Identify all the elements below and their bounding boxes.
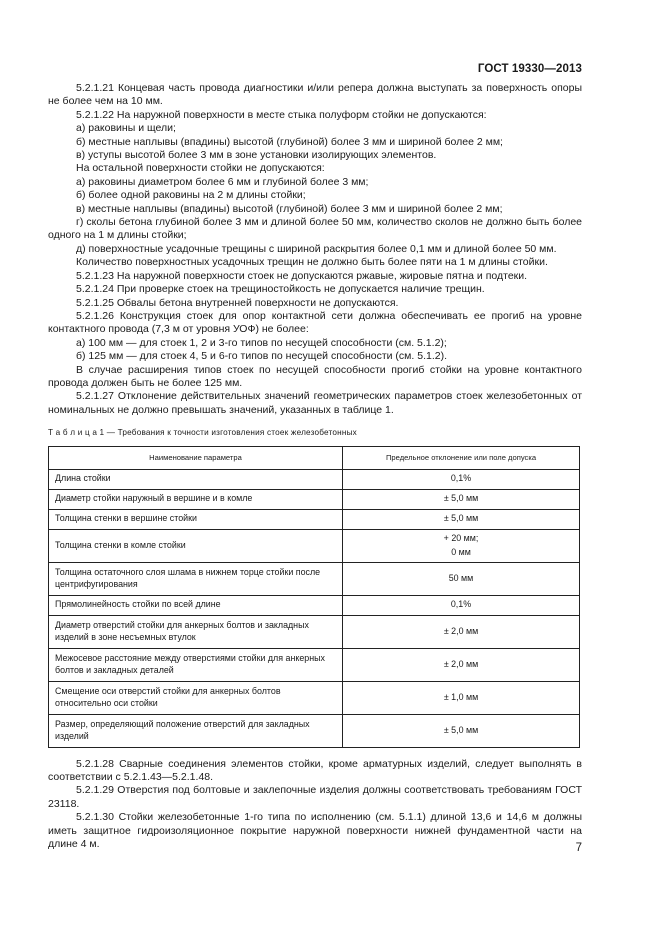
parameter-cell: Толщина стенки в вершине стойки (49, 509, 343, 529)
paragraph: а) раковины и щели; (76, 122, 176, 135)
parameter-cell: Диаметр стойки наружный в вершине и в комле (49, 489, 343, 509)
tolerance-value: ± 2,0 мм (443, 658, 479, 669)
tolerance-value: ± 5,0 мм (443, 493, 479, 504)
paragraph: 5.2.1.21 Концевая часть провода диагностики и/или репера должна выступать за поверхность опоры не более чем на 10 мм. (48, 82, 582, 108)
document-body (48, 82, 582, 851)
tolerance-value: 50 мм (448, 572, 474, 583)
table-caption: Т а б л и ц а 1 — Требования к точности изготовления стоек железобетонных (48, 428, 357, 438)
table-row (49, 714, 580, 747)
tolerance-cell (343, 615, 580, 648)
paragraph: в) местные наплывы (впадины) высотой (глубиной) более 3 мм и шириной более 2 мм; (76, 202, 503, 215)
tolerance-cell (343, 648, 580, 681)
tolerance-value-secondary: 0 мм (451, 546, 471, 557)
tolerance-value: + 20 мм; (443, 533, 479, 544)
parameter-cell: Длина стойки (49, 469, 343, 489)
paragraph: д) поверхностные усадочные трещины с шириной раскрытия более 0,1 мм и длиной более 50 мм. (76, 242, 557, 255)
paragraph: 5.2.1.24 При проверке стоек на трещиностойкость не допускается наличие трещин. (76, 283, 485, 296)
requirements-table (48, 446, 580, 748)
paragraph: а) 100 мм — для стоек 1, 2 и 3-го типов по несущей способности (см. 5.1.2); (76, 336, 447, 349)
table-row (49, 489, 580, 509)
tolerance-cell (343, 529, 580, 562)
document-code: ГОСТ 19330—2013 (477, 63, 582, 75)
table-row (49, 648, 580, 681)
table-row (49, 595, 580, 615)
paragraph: 5.2.1.29 Отверстия под болтовые и заклепочные изделия должны соответствовать требованиям ГОСТ 23118. (48, 784, 582, 810)
paragraph: 5.2.1.23 На наружной поверхности стоек не допускаются ржавые, жировые пятна и подтеки. (76, 269, 528, 282)
tolerance-cell (343, 562, 580, 595)
paragraph: 5.2.1.27 Отклонение действительных значений геометрических параметров стоек железобетонных от номинальных не должно превышать значений, указанных в таблице 1. (48, 390, 582, 416)
table-row (49, 509, 580, 529)
page-number: 7 (575, 842, 582, 854)
paragraph: 5.2.1.22 На наружной поверхности в месте стыка полуформ стойки не допускаются: (76, 108, 487, 121)
parameter-cell: Смещение оси отверстий стойки для анкерных болтов относительно оси стойки (49, 681, 343, 714)
top-paragraphs (48, 82, 582, 417)
table-row (49, 681, 580, 714)
table-row (49, 562, 580, 595)
paragraph: На остальной поверхности стойки не допускаются: (76, 162, 325, 175)
parameter-cell: Межосевое расстояние между отверстиями стойки для анкерных болтов и закладных деталей (49, 648, 343, 681)
parameter-cell: Размер, определяющий положение отверстий для закладных изделий (49, 714, 343, 747)
tolerance-cell (343, 714, 580, 747)
paragraph: 5.2.1.25 Обвалы бетона внутренней поверхности не допускаются. (76, 296, 399, 309)
parameter-cell: Диаметр отверстий стойки для анкерных болтов и закладных изделий в зоне несъемных втулок (49, 615, 343, 648)
tolerance-value: ± 1,0 мм (443, 691, 479, 702)
paragraph: 5.2.1.28 Сварные соединения элементов стойки, кроме арматурных изделий, следует выполнять в соответствии с 5.2.1.43—5.2.1.48. (48, 757, 582, 783)
tolerance-value: 0,1% (450, 473, 472, 484)
parameter-cell: Толщина остаточного слоя шлама в нижнем торце стойки после центрифугирования (49, 562, 343, 595)
column-header-parameter: Наименование параметра (49, 446, 343, 469)
paragraph: Количество поверхностных усадочных трещин не должно быть более пяти на 1 м длины стойки. (76, 256, 548, 269)
tolerance-value: ± 5,0 мм (443, 513, 479, 524)
column-header-tolerance: Предельное отклонение или поле допуска (343, 446, 580, 469)
tolerance-cell (343, 509, 580, 529)
tolerance-cell (343, 469, 580, 489)
paragraph: а) раковины диаметром более 6 мм и глубиной более 3 мм; (76, 175, 369, 188)
paragraph: б) 125 мм — для стоек 4, 5 и 6-го типов по несущей способности (см. 5.1.2). (76, 350, 447, 363)
tolerance-value: ± 2,0 мм (443, 625, 479, 636)
bottom-paragraphs (48, 758, 582, 852)
paragraph: 5.2.1.30 Стойки железобетонные 1-го типа по исполнению (см. 5.1.1) длиной 13,6 и 14,6 м должны иметь защитное гидроизоляционное покрытие наружной поверхности нижней фундаментной части на длине 4 м. (48, 811, 582, 850)
table-header-row (49, 446, 580, 469)
paragraph: б) более одной раковины на 2 м длины стойки; (76, 189, 306, 202)
table-row (49, 615, 580, 648)
paragraph: В случае расширения типов стоек по несущей способности прогиб стойки на уровне контактного провода должен быть не более 125 мм. (48, 363, 582, 389)
paragraph: в) уступы высотой более 3 мм в зоне установки изолирующих элементов. (76, 149, 437, 162)
parameter-cell: Прямолинейность стойки по всей длине (49, 595, 343, 615)
tolerance-cell (343, 489, 580, 509)
parameter-cell: Толщина стенки в комле стойки (49, 529, 343, 562)
paragraph: 5.2.1.26 Конструкция стоек для опор контактной сети должна обеспечивать ее прогиб на уровне контактного провода (7,3 м от уровня УОФ) не более: (48, 309, 582, 336)
tolerance-value: ± 5,0 мм (443, 724, 479, 735)
table-row (49, 529, 580, 562)
tolerance-value: 0,1% (450, 599, 472, 610)
table-row (49, 469, 580, 489)
tolerance-cell (343, 595, 580, 615)
paragraph: г) сколы бетона глубиной более 3 мм и длиной более 50 мм, количество сколов не должно быть более одного на 1 м длины стойки; (48, 216, 582, 242)
paragraph: б) местные наплывы (впадины) высотой (глубиной) более 3 мм и шириной более 2 мм; (76, 135, 503, 148)
tolerance-cell (343, 681, 580, 714)
